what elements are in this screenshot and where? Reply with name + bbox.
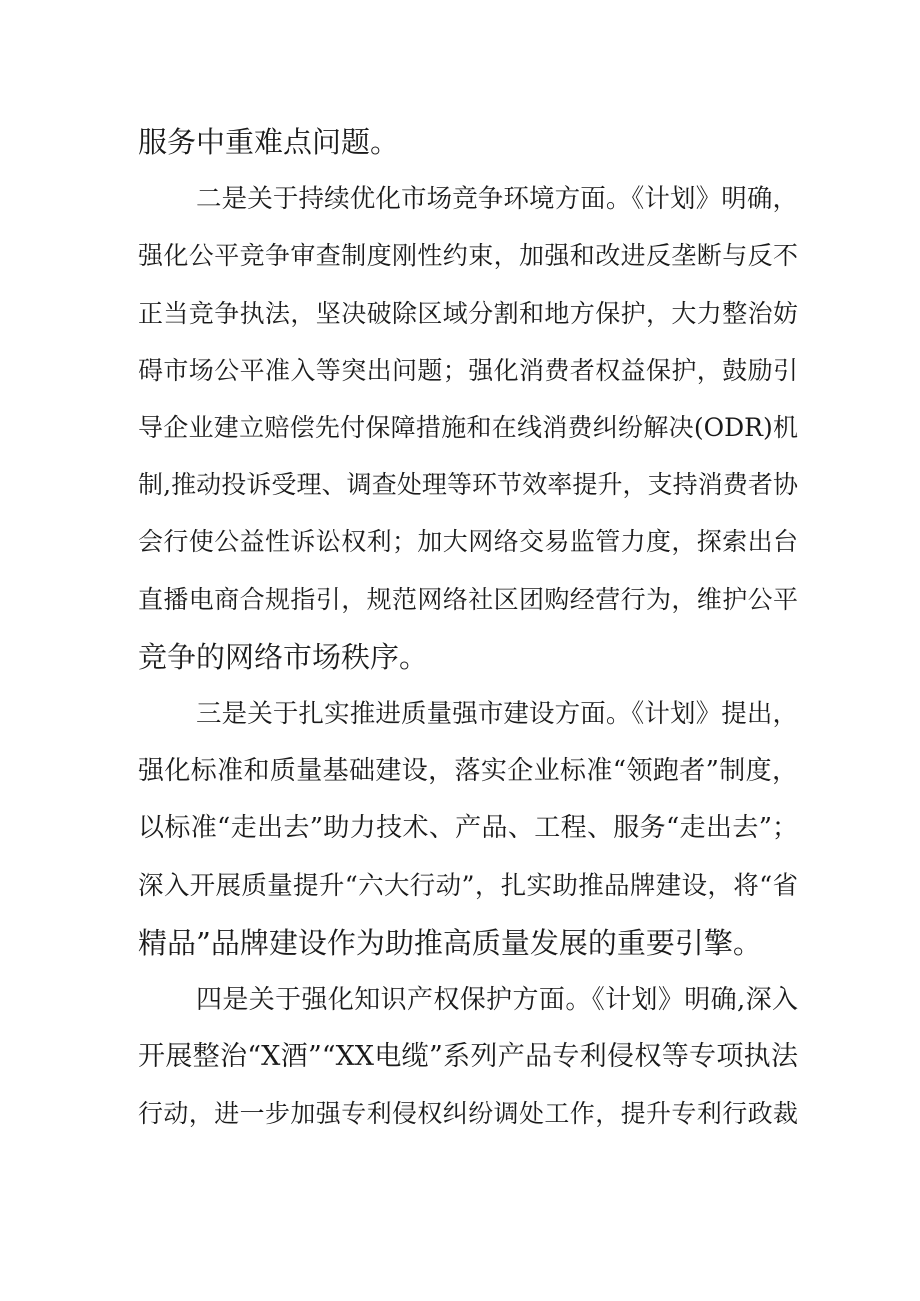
text-line: 服务中重难点问题。	[138, 125, 400, 159]
text-line: 二是关于持续优化市场竞争环境方面。《计划》明确，	[196, 184, 798, 215]
text-line: 以标准“走出去”助力技术、产品、工程、服务“走出去”；	[138, 813, 798, 844]
text-line: 强化公平竞争审查制度刚性约束，加强和改进反垄断与反不	[138, 241, 798, 271]
text-line: 会行使公益性诉讼权利；加大网络交易监管力度，探索出台	[138, 527, 798, 557]
text-line: 开展整治“X酒”“XX电缆”系列产品专利侵权等专项执法	[138, 1041, 798, 1073]
text-line: 直播电商合规指引，规范网络社区团购经营行为，维护公平	[138, 584, 798, 614]
text-line: 深入开展质量提升“六大行动”，扎实助推品牌建设，将“省	[138, 870, 798, 901]
text-line: 强化标准和质量基础建设，落实企业标准“领跑者”制度，	[138, 756, 798, 787]
text-line: 竞争的网络市场秩序。	[138, 639, 429, 674]
text-line: 精品”品牌建设作为助推高质量发展的重要引擎。	[138, 925, 762, 960]
text-line: 行动，进一步加强专利侵权纠纷调处工作，提升专利行政裁	[138, 1099, 798, 1129]
text-line: 导企业建立赔偿先付保障措施和在线消费纠纷解决(ODR)机	[138, 413, 798, 442]
text-line: 四是关于强化知识产权保护方面。《计划》明确,深入	[196, 985, 798, 1015]
text-line: 三是关于扎实推进质量强市建设方面。《计划》提出，	[196, 699, 798, 729]
text-line: 制,推动投诉受理、调查处理等环节效率提升，支持消费者协	[138, 470, 798, 500]
text-line: 正当竞争执法，坚决破除区域分割和地方保护，大力整治妨	[138, 298, 798, 328]
text-line: 碍市场公平准入等突出问题；强化消费者权益保护，鼓励引	[138, 355, 798, 385]
